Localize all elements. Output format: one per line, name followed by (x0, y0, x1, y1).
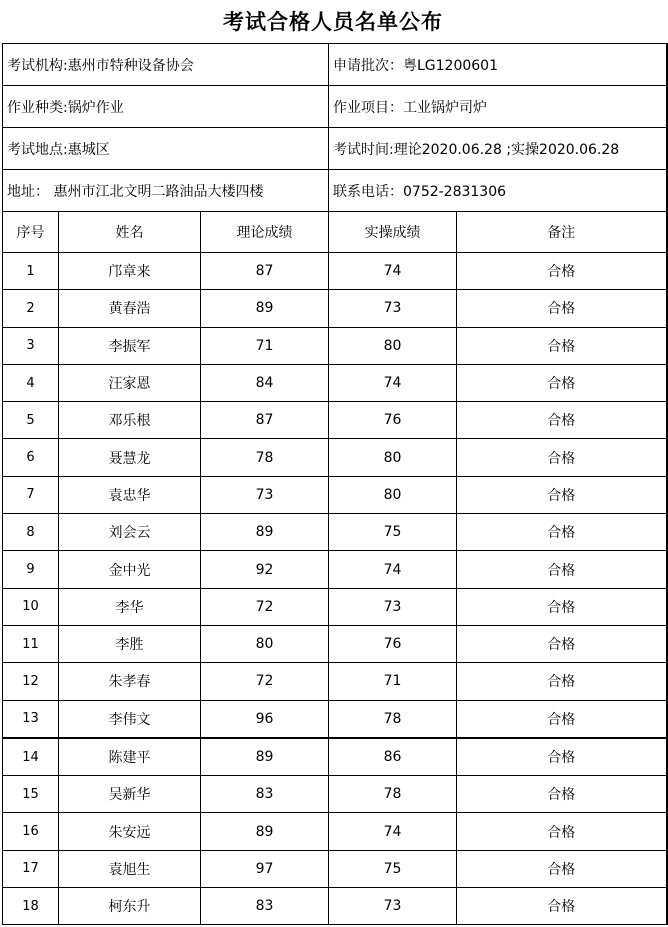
row-practical-score: 80 (329, 439, 457, 476)
row-theory-score: 96 (201, 700, 329, 738)
row-practical-score: 73 (329, 290, 457, 327)
row-name: 朱安远 (59, 813, 201, 850)
table-row (3, 364, 667, 401)
table-row (3, 625, 667, 662)
row-practical-score: 76 (329, 625, 457, 662)
row-remark: 合格 (457, 700, 667, 738)
row-seq: 2 (3, 290, 59, 327)
row-practical-score: 76 (329, 402, 457, 439)
header-remark: 备注 (457, 212, 667, 253)
info-row (3, 128, 667, 170)
table-row (3, 551, 667, 588)
row-name: 邝章来 (59, 253, 201, 290)
table-row (3, 327, 667, 364)
row-name: 李华 (59, 588, 201, 625)
info-row (3, 86, 667, 128)
table-header-row (3, 212, 667, 253)
row-seq: 7 (3, 476, 59, 513)
row-name: 朱孝春 (59, 663, 201, 700)
row-name: 金中光 (59, 551, 201, 588)
row-seq: 8 (3, 514, 59, 551)
row-theory-score: 89 (201, 738, 329, 776)
row-practical-score: 74 (329, 551, 457, 588)
application-batch: 申请批次：粤LG1200601 (329, 44, 667, 86)
row-seq: 14 (3, 738, 59, 776)
row-practical-score: 73 (329, 588, 457, 625)
row-seq: 15 (3, 776, 59, 813)
table-row (3, 253, 667, 290)
header-practical: 实操成绩 (329, 212, 457, 253)
row-theory-score: 83 (201, 888, 329, 925)
row-remark: 合格 (457, 813, 667, 850)
row-seq: 10 (3, 588, 59, 625)
row-seq: 16 (3, 813, 59, 850)
row-theory-score: 78 (201, 439, 329, 476)
row-seq: 18 (3, 888, 59, 925)
row-seq: 9 (3, 551, 59, 588)
row-practical-score: 74 (329, 253, 457, 290)
row-seq: 12 (3, 663, 59, 700)
row-practical-score: 74 (329, 364, 457, 401)
table-row (3, 402, 667, 439)
row-remark: 合格 (457, 588, 667, 625)
table-row (3, 514, 667, 551)
row-practical-score: 86 (329, 738, 457, 776)
exam-time: 考试时间:理论2020.06.28 ;实操2020.06.28 (329, 128, 667, 170)
row-theory-score: 89 (201, 290, 329, 327)
row-practical-score: 71 (329, 663, 457, 700)
row-practical-score: 78 (329, 776, 457, 813)
row-remark: 合格 (457, 253, 667, 290)
row-theory-score: 89 (201, 514, 329, 551)
row-remark: 合格 (457, 776, 667, 813)
table-row (3, 290, 667, 327)
row-name: 李伟文 (59, 700, 201, 738)
row-name: 李振军 (59, 327, 201, 364)
work-project: 作业项目：工业锅炉司炉 (329, 86, 667, 128)
header-theory: 理论成绩 (201, 212, 329, 253)
row-theory-score: 92 (201, 551, 329, 588)
row-theory-score: 87 (201, 402, 329, 439)
info-row (3, 44, 667, 86)
table-row (3, 850, 667, 887)
row-name: 陈建平 (59, 738, 201, 776)
row-name: 袁忠华 (59, 476, 201, 513)
table-row (3, 476, 667, 513)
row-remark: 合格 (457, 402, 667, 439)
row-theory-score: 84 (201, 364, 329, 401)
row-remark: 合格 (457, 551, 667, 588)
row-theory-score: 87 (201, 253, 329, 290)
row-name: 黄春浩 (59, 290, 201, 327)
row-theory-score: 71 (201, 327, 329, 364)
table-row (3, 588, 667, 625)
row-name: 聂慧龙 (59, 439, 201, 476)
row-remark: 合格 (457, 850, 667, 887)
row-remark: 合格 (457, 663, 667, 700)
table-row (3, 813, 667, 850)
exam-location: 考试地点:惠城区 (3, 128, 329, 170)
row-name: 邓乐根 (59, 402, 201, 439)
contact-phone: 联系电话：0752-2831306 (329, 170, 667, 212)
info-row (3, 170, 667, 212)
row-theory-score: 72 (201, 663, 329, 700)
row-name: 柯东升 (59, 888, 201, 925)
row-remark: 合格 (457, 738, 667, 776)
row-seq: 13 (3, 700, 59, 738)
page-title: 考试合格人员名单公布 (223, 10, 443, 34)
row-remark: 合格 (457, 888, 667, 925)
results-table (2, 43, 668, 925)
row-practical-score: 80 (329, 327, 457, 364)
table-row (3, 439, 667, 476)
header-name: 姓名 (59, 212, 201, 253)
exam-org: 考试机构:惠州市特种设备协会 (3, 44, 329, 86)
row-name: 汪家恩 (59, 364, 201, 401)
row-practical-score: 75 (329, 850, 457, 887)
table-row (3, 738, 667, 776)
row-seq: 6 (3, 439, 59, 476)
row-name: 刘会云 (59, 514, 201, 551)
row-practical-score: 74 (329, 813, 457, 850)
row-practical-score: 73 (329, 888, 457, 925)
row-remark: 合格 (457, 364, 667, 401)
row-theory-score: 97 (201, 850, 329, 887)
row-remark: 合格 (457, 476, 667, 513)
row-remark: 合格 (457, 625, 667, 662)
table-row (3, 663, 667, 700)
row-name: 李胜 (59, 625, 201, 662)
row-theory-score: 80 (201, 625, 329, 662)
table-row (3, 700, 667, 738)
row-name: 袁旭生 (59, 850, 201, 887)
row-seq: 3 (3, 327, 59, 364)
row-remark: 合格 (457, 327, 667, 364)
row-seq: 17 (3, 850, 59, 887)
table-row (3, 776, 667, 813)
row-seq: 5 (3, 402, 59, 439)
row-name: 吴新华 (59, 776, 201, 813)
row-practical-score: 75 (329, 514, 457, 551)
work-category: 作业种类:锅炉作业 (3, 86, 329, 128)
row-theory-score: 89 (201, 813, 329, 850)
row-practical-score: 80 (329, 476, 457, 513)
row-remark: 合格 (457, 290, 667, 327)
row-theory-score: 83 (201, 776, 329, 813)
row-remark: 合格 (457, 439, 667, 476)
row-seq: 11 (3, 625, 59, 662)
row-practical-score: 78 (329, 700, 457, 738)
row-seq: 4 (3, 364, 59, 401)
address: 地址： 惠州市江北文明二路油品大楼四楼 (3, 170, 329, 212)
table-row (3, 888, 667, 925)
header-seq: 序号 (3, 212, 59, 253)
row-seq: 1 (3, 253, 59, 290)
row-theory-score: 72 (201, 588, 329, 625)
row-remark: 合格 (457, 514, 667, 551)
row-theory-score: 73 (201, 476, 329, 513)
